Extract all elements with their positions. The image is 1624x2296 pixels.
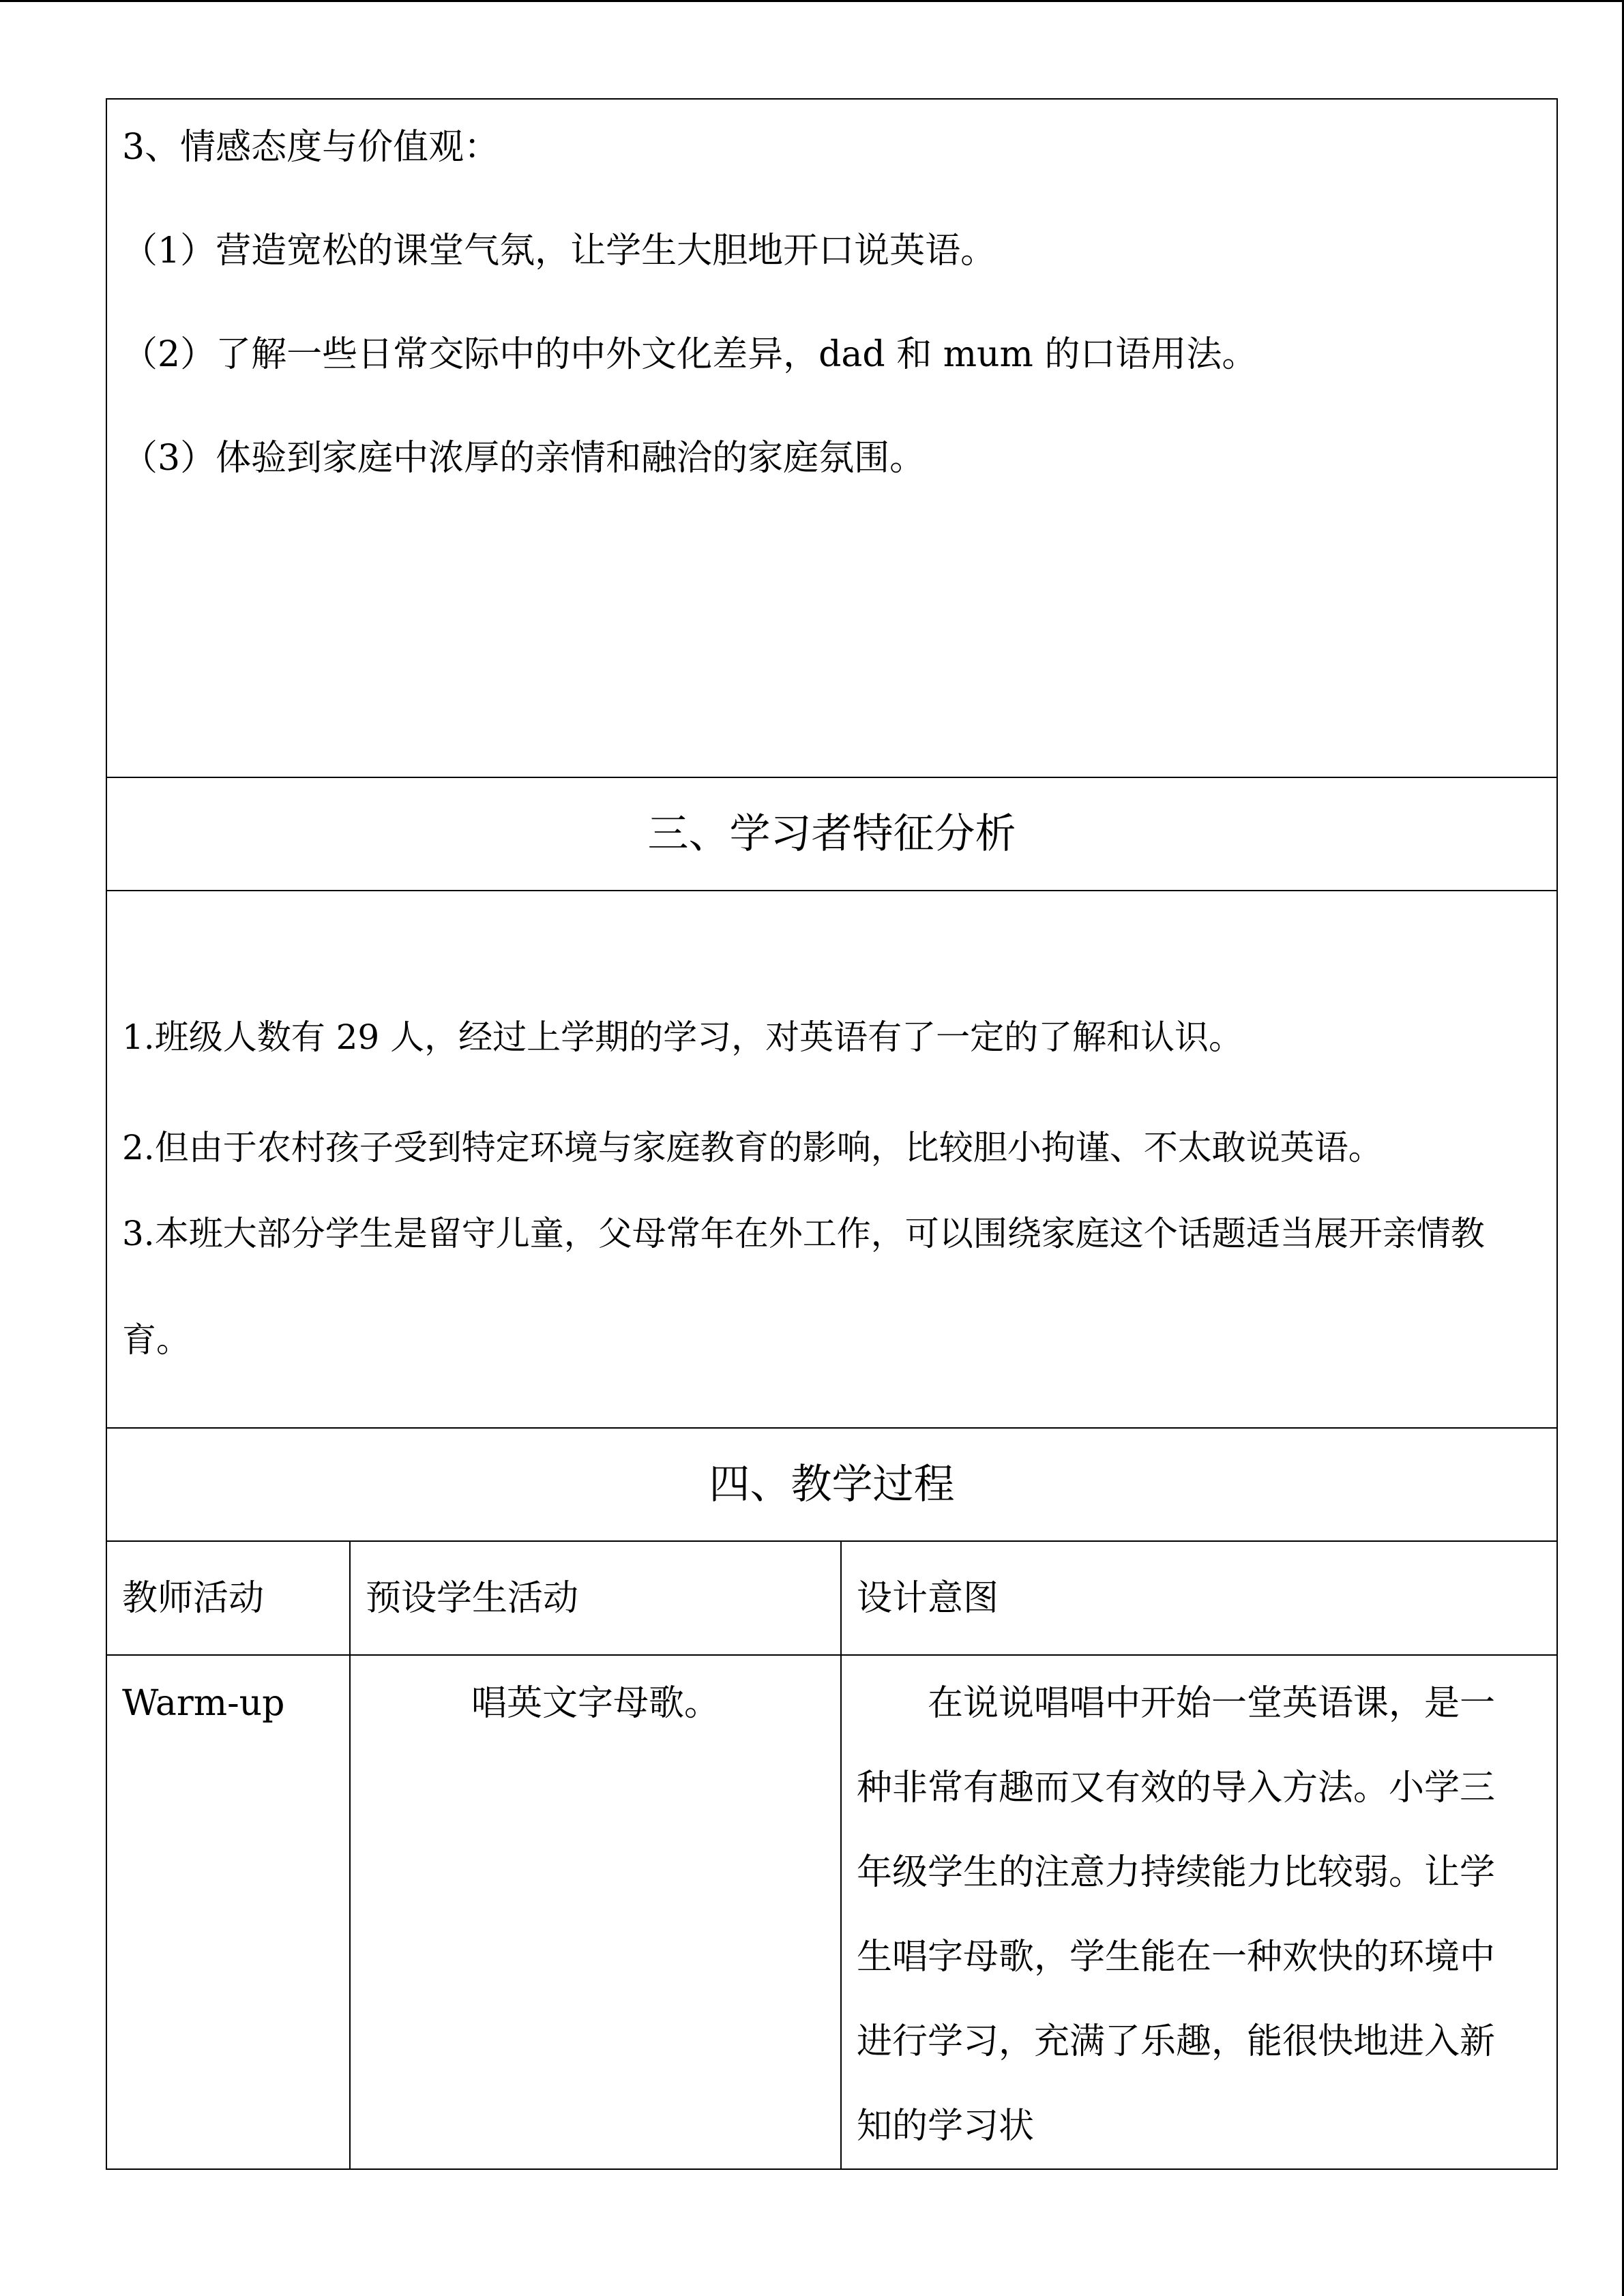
lesson-plan-table — [106, 98, 1558, 2170]
design-intent: 在说说唱唱中开始一堂英语课，是一种非常有趣而又有效的导入方法。小学三年级学生的注意力持续能力比较弱。让学生唱字母歌，学生能在一种欢快的环境中进行学习，充满了乐趣，能很快地进入新知的学习状 — [857, 1683, 1496, 2147]
emotional-goal-item: （3）体验到家庭中浓厚的亲情和融洽的家庭氛围。 — [122, 438, 926, 479]
teaching-process-heading-row — [106, 1428, 1557, 1541]
learner-analysis-item: 3.本班大部分学生是留守儿童，父母常年在外工作，可以围绕家庭这个话题适当展开亲情教育。 — [122, 1214, 1485, 1360]
page-top-border — [0, 0, 1624, 2]
section-heading: 四、教学过程 — [709, 1461, 955, 1508]
design-intent-cell — [841, 1655, 1557, 2169]
learner-analysis-row — [106, 891, 1557, 1428]
emotional-goals-row — [106, 99, 1557, 777]
teacher-activity: Warm-up — [122, 1683, 285, 1724]
student-activity: 唱英文字母歌。 — [471, 1683, 720, 1724]
learner-analysis-cell — [106, 891, 1557, 1428]
section-heading: 三、学习者特征分析 — [647, 810, 1016, 858]
column-header-teacher: 教师活动 — [106, 1541, 350, 1655]
column-header-student: 预设学生活动 — [350, 1541, 841, 1655]
learner-analysis-heading-row — [106, 777, 1557, 891]
learner-analysis-item: 1.班级人数有 29 人，经过上学期的学习，对英语有了一定的了解和认识。 — [122, 1017, 1243, 1057]
emotional-goal-item: （1）营造宽松的课堂气氛，让学生大胆地开口说英语。 — [122, 230, 996, 271]
teaching-process-heading-cell — [106, 1428, 1557, 1541]
learner-analysis-heading-cell — [106, 777, 1557, 891]
emotional-goal-item: （2）了解一些日常交际中的中外文化差异，dad 和 mum 的口语用法。 — [122, 334, 1258, 375]
learner-analysis-item: 2.但由于农村孩子受到特定环境与家庭教育的影响，比较胆小拘谨、不太敢说英语。 — [122, 1128, 1383, 1167]
teacher-activity-cell — [106, 1655, 350, 2169]
student-activity-cell — [350, 1655, 841, 2169]
column-header-intent: 设计意图 — [841, 1541, 1557, 1655]
emotional-goals-heading: 3、情感态度与价值观： — [122, 127, 500, 168]
process-column-header-row — [106, 1541, 1557, 1655]
emotional-goals-cell — [106, 99, 1557, 777]
process-row-warmup — [106, 1655, 1557, 2169]
